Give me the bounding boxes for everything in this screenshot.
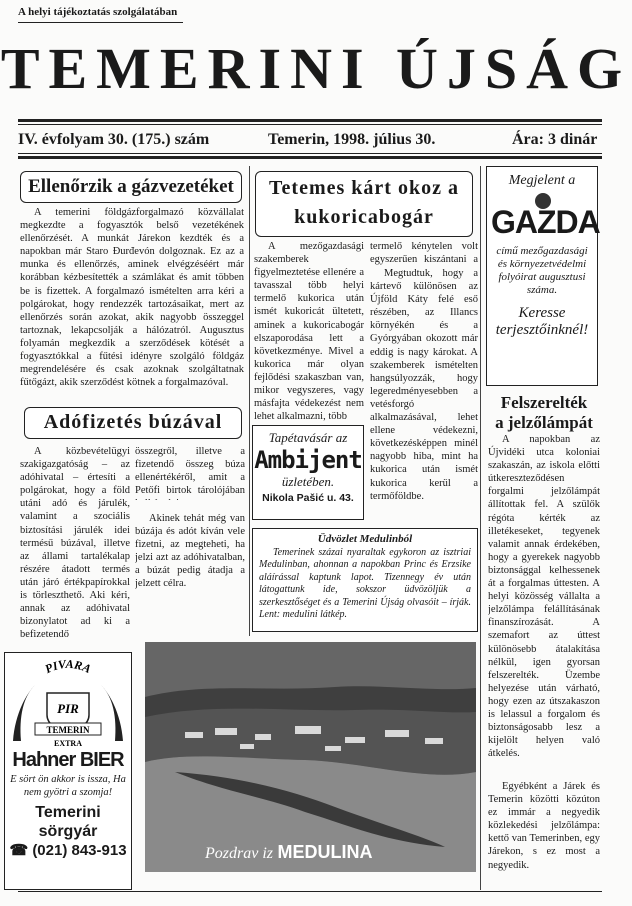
medulin-photo xyxy=(145,642,476,872)
gazda-line3: Keresse terjesztőinknél! xyxy=(495,305,589,338)
column-divider-1 xyxy=(249,166,250,636)
gazda-line2: című mezőgazdasági és környezetvédelmi folyóirat augusztusi száma. xyxy=(496,245,588,296)
aerial-view-image xyxy=(145,642,476,872)
issue-rule-thick xyxy=(18,156,602,159)
article-lamp-title-line1: Felszerelték xyxy=(500,393,588,412)
beer-arc-text: PIVARA xyxy=(42,656,94,677)
article-wheat-col2b: Akinek tehát még van búzája és adót kíván vele fizetni, az megteheti, ha jelzi azt az adóhivatalban, a búzát pedig átadja a jelzett célra. xyxy=(135,513,245,590)
rooster-left xyxy=(13,685,35,741)
beer-brand: Hahner BIER xyxy=(12,749,124,771)
article-corn-title: Tetemes kárt okoz a kukoricabogár xyxy=(255,171,473,237)
beer-ribbon-text: TEMERIN xyxy=(46,725,90,735)
ambijent-line1: Tapétavásár az xyxy=(268,430,348,445)
ambijent-logo: Ambijent xyxy=(254,446,362,474)
article-gas-body: A temerini földgázforgalmazó közvállalat megkezdte a fogyasztók belső vezetékének ellenőrzését. A munkát Járekon kezdték és a napokban már Staro Đurđevón dolgoznak. Ez az a munka és ellenőrzés, aminek elvégzéséért már korábban kézbesítették a számlákat és amit többen be is fizettek. A forgalmazó ismételten arra kéri a polgárokat, hogy rendezzék tartozásaikat, mert az ellenőrzés során azokat, akik nagyobb összeggel tartoznak, lekapcsolják a hálózatról. Augusztus folyamán megkezdik a szerződések kötését a fogyasztókkal a fűtési idényre szolgáló földgáz megrendelésére és csak azoknak szolgáltatnak fűtőgázt, akik szerződést kötnek a forgalmazóval. xyxy=(20,207,244,389)
tagline: A helyi tájékoztatás szolgálatában xyxy=(18,6,178,18)
gazda-ad xyxy=(486,166,598,386)
beer-phone xyxy=(5,841,131,861)
gazda-logo-text: GAZDA xyxy=(491,204,600,240)
article-wheat-title: Adófizetés búzával xyxy=(24,407,242,439)
beer-phone-number: (021) 843-913 xyxy=(32,842,127,859)
photo-caption xyxy=(205,842,372,863)
article-wheat-col2a: összegről, illetve a fizetendő összeg búza ellenértékéről, amit a Petőfi birtok tárolójában xyxy=(135,446,245,497)
article-gas-title: Ellenőrzik a gázvezetéket xyxy=(20,171,242,203)
beer-extra-text: EXTRA xyxy=(53,739,83,748)
issue-number: IV. évfolyam 30. (175.) szám xyxy=(18,131,210,148)
issue-rule-thin xyxy=(18,153,602,154)
beer-slogan: E sört ön akkor is issza, Ha nem gyötri a szomja! xyxy=(10,774,126,798)
beer-name-line1: Temerini xyxy=(35,804,101,821)
issue-date: Temerin, 1998. július 30. xyxy=(268,131,436,148)
gazda-line1: Megjelent a xyxy=(508,173,576,188)
beer-shield-text: PIR xyxy=(57,701,79,716)
column-divider-2 xyxy=(480,166,481,890)
article-lamp-title-line2: a jelzőlámpát xyxy=(495,413,593,432)
phone-icon: ☎ xyxy=(9,842,33,859)
medulin-note-title: Üdvözlet Medulinból xyxy=(317,533,413,545)
article-corn-col2a: termelő kénytelen volt egyszerűen kiszántani a xyxy=(370,241,478,266)
bottom-rule xyxy=(18,891,602,892)
article-corn-col1: A mezőgazdasági szakemberek figyelmeztetése ellenére a tavasszal több helyi termelő kukorica után ismét kukoricát ültetett, aminek a kukoricabogár elszaporodása lett a következménye. Mivel a kukorica már olyan fejlődési szakaszban van, mikor vegyszeres, vagy másfajta védekezést nem lehet alkalmazni, több xyxy=(254,241,364,423)
tagline-rule xyxy=(18,22,183,23)
masthead-title: TEMERINI ÚJSÁG xyxy=(0,36,632,101)
masthead-rule-top xyxy=(18,119,602,122)
article-lamp-body2: Egyébként a Járek és Temerin közötti közúton ez immár a negyedik közlekedési jelzőlámpa: kettő van Temerinben, egy Járekon, s ez most a negyedik. xyxy=(488,781,600,871)
article-lamp-title xyxy=(488,393,600,433)
gazda-logo xyxy=(491,193,600,243)
article-wheat-col1: A közbevételügyi szakigazgatóság – az adóhivatal – értesíti a polgárokat, hogy a föld utáni adó és járulék, valamint a szociális biztosítási járulék idei termésű búzával, illetve az állami tartalékalap részére átadott termés után járó értékpapírokkal is törleszthető. Aki kéri, annak az adóhivatal bizonylatot ad ki a befizetendő xyxy=(20,446,130,641)
ambijent-ad xyxy=(252,425,364,520)
caption-script: Pozdrav iz xyxy=(205,845,273,862)
rooster-right xyxy=(101,685,123,741)
beer-logo xyxy=(5,653,131,749)
beer-ad xyxy=(4,652,132,890)
beer-name-line2: sörgyár xyxy=(38,823,98,840)
masthead-rule-top-thin xyxy=(18,124,602,125)
ambijent-address: Nikola Pašić u. 43. xyxy=(262,492,354,504)
article-lamp-body1: A napokban az Újvidéki utca koloniai szakaszán, az iskola előtti útkereszteződésen forgalmi jelzőlámpát állítottak fel. A szülők régóta kérték az illetékeseket, tegyenek valamit annak érdekében, hogy a gyerekek nagyobb biztonsággal kelhessenek át a forgalmas úttesten. A helyi közösség vállalta a jelzőlámpa felállításának finanszírozását. A szemafort az úttest különösebb átalakítása nélkül, igen gyorsan felszerelték. Üzembe helyezése után várható, hogy ezen az útszakaszon is lelassul a forgalom és biztonságosabb lesz a kijelölt helyen való átkelés. xyxy=(488,434,600,760)
article-corn-col2b: Megtudtuk, hogy a kártevő különösen az Újföld Káty felé eső részében, az Illancs környékén és a Gyórgyában okozott már eddig is nagy károkat. A szakemberek ismételten hangsúlyozzák, hogy legeredményesebben a vetésforgó alkalmazásával, lehet ellene védekezni, következésképpen minél nagyobb hiba, mint ha kukorica után ismét kukorica kerül a termőföldbe. xyxy=(370,268,478,502)
caption-bold: MEDULINA xyxy=(277,842,373,862)
medulin-note xyxy=(252,528,478,632)
issue-price: Ára: 3 dinár xyxy=(512,131,598,148)
medulin-note-body: Temerinek százai nyaraltak egykoron az isztriai Medulinban, ahonnan a napokban Princ és Erzsike aláírással kaptunk lapot. Tizennegy év után látogattunk ide, sokszor üdvözöljük a szerkesztőséget és a Temerini Újság olvasóit – írják. Lent: medulini látkép. xyxy=(259,547,471,621)
ambijent-line2: üzletében. xyxy=(281,474,335,489)
